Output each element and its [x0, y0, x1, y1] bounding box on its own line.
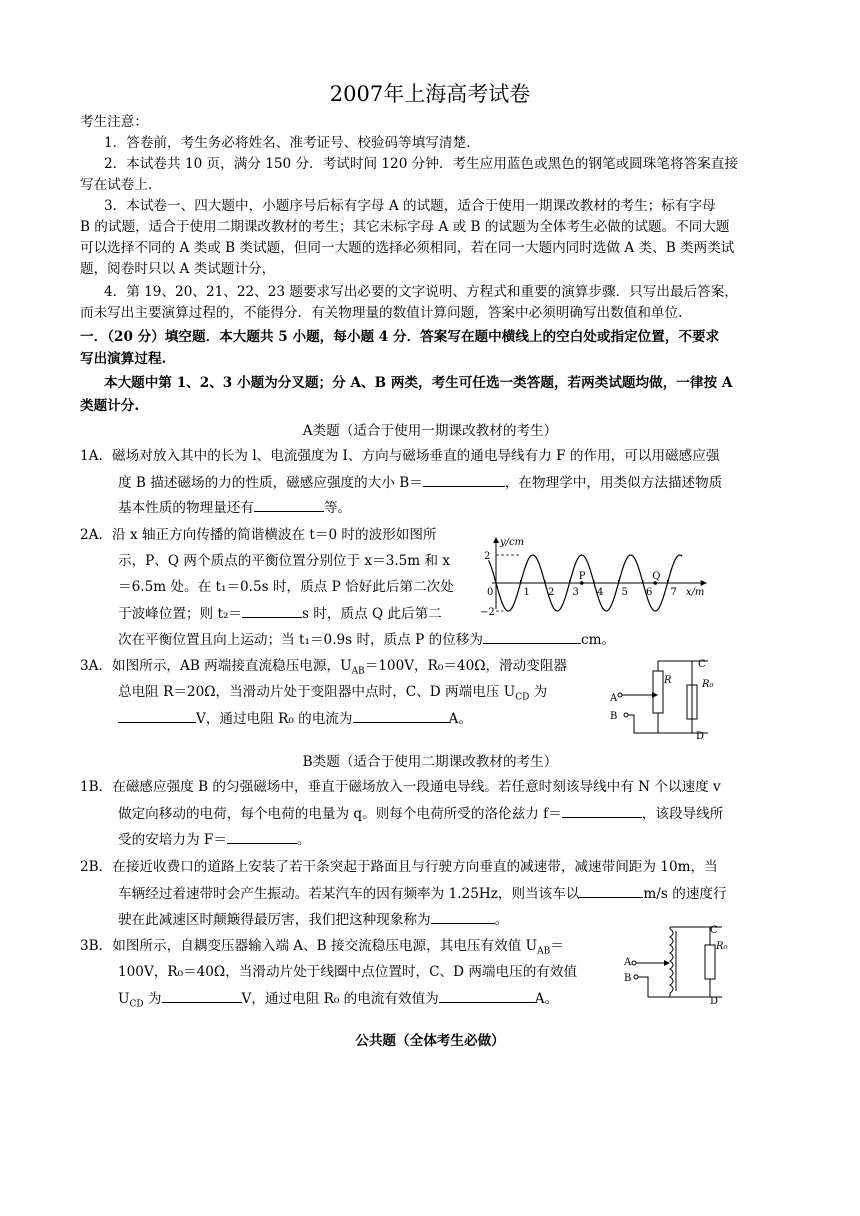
y-axis-arrow	[493, 537, 499, 543]
q2a-line3: ＝6.5m 处。在 t₁＝0.5s 时，质点 P 恰好此后第二次处	[118, 579, 454, 595]
circuit-label: A	[624, 957, 632, 968]
q3b-text: A。	[534, 991, 559, 1007]
q3b-text: V，通过电阻 R₀ 的电流有效值为	[241, 991, 439, 1007]
group-a-heading: A类题（适合于使用一期课改教材的考生）	[302, 423, 558, 439]
notice-item: 可以选择不同的 A 类或 B 类试题，但同一大题的选择必须相同，若在同一大题内同时选做 A 类、B 类两类试	[80, 240, 735, 256]
x-tick-label: 1	[523, 587, 530, 598]
notice-item: B 的试题，适合于使用二期课改教材的考生；其它未标字母 A 或 B 的试题为全体考生必做的试题。不同大题	[80, 219, 730, 235]
circuit-label: B	[610, 711, 618, 722]
notice-item: 2．本试卷共 10 页，满分 150 分．考试时间 120 分钟．考生应用蓝色或黑色的钢笔或圆珠笔将答案直接	[104, 156, 738, 172]
x-tick-label: 0	[487, 587, 494, 598]
q3b-text: 为	[143, 991, 162, 1007]
answer-blank[interactable]	[431, 909, 495, 924]
q3b-text: U	[118, 991, 130, 1007]
group-b-heading: B类题（适合于使用二期课改教材的考生）	[302, 754, 558, 770]
x-tick-label: 3	[572, 587, 579, 598]
answer-blank[interactable]	[227, 829, 297, 844]
point-label: P	[578, 571, 586, 582]
answer-blank[interactable]	[118, 708, 196, 723]
q1b-text: 。	[296, 832, 311, 848]
q3b-text: ＝	[550, 938, 564, 954]
q1a-text: 等。	[323, 500, 352, 516]
answer-blank[interactable]	[562, 803, 642, 818]
q1b-text: 受的安培力为 F＝	[118, 832, 227, 848]
q1b-line3	[118, 829, 311, 850]
q3a-text: 总电阻 R＝20Ω，当滑动片处于变阻器中点时，C、D 两端电压 U	[118, 684, 516, 700]
section-instruction: 本大题中第 1、2、3 小题为分叉题；分 A、B 两类，考生可任选一类答题，若两类试题均做，一律按 A	[104, 375, 733, 391]
y-tick-label: 2	[484, 551, 491, 562]
circuit-label: R₀	[702, 679, 714, 690]
q3b-subscript: CD	[129, 999, 144, 1010]
x-tick-label: 4	[597, 587, 604, 598]
q2b-text: 车辆经过着速带时会产生振动。若某汽车的因有频率为 1.25Hz，则当该车以	[118, 886, 580, 902]
q1b-text: ，该段导线所	[641, 806, 724, 822]
q2b-line3	[118, 909, 508, 930]
q3a-subscript: CD	[515, 692, 530, 703]
page-title: 2007年上海高考试卷	[329, 82, 531, 106]
q1a-line2	[118, 472, 722, 493]
q3b-line2: 100V，R₀＝40Ω，当滑动片处于线圈中点位置时，C、D 两端电压的有效值	[118, 964, 578, 980]
circuit-label: D	[696, 731, 705, 741]
section-heading: 一．（20 分）填空题．本大题共 5 小题，每小题 4 分．答案写在题中横线上的空白处或指定位置，不要求	[80, 329, 720, 345]
notice-item: 4．第 19、20、21、22、23 题要求写出必要的文字说明、方程式和重要的演算步骤．只写出最后答案，	[104, 284, 738, 300]
circuit-label: R	[664, 675, 672, 686]
q2b-text: 。	[494, 912, 509, 928]
q2a-line4	[118, 603, 442, 624]
q1a-line1: 1A．磁场对放入其中的长为 l、电流强度为 I、方向与磁场垂直的通电导线有力 F 的作用，可以用磁感应强	[80, 448, 720, 464]
section-heading-cont: 写出演算过程.	[80, 351, 167, 367]
answer-blank[interactable]	[579, 883, 643, 898]
notice-item: 3．本试卷一、四大题中，小题序号后标有字母 A 的试题，适合于使用一期课改教材的考生；标有字母	[104, 198, 716, 214]
q3a-line1	[80, 656, 567, 682]
q2a-text: 于波峰位置；则 t₂＝	[118, 606, 242, 622]
q1a-text: ，在物理学中，用类似方法描述物质	[504, 475, 723, 491]
q2b-line1: 2B．在接近收费口的道路上安装了若干条突起于路面且与行驶方向垂直的减速带，减速带间距为 10m，当	[80, 859, 718, 875]
q3a-text: 为	[529, 684, 548, 700]
x-tick-label: 7	[670, 587, 677, 598]
answer-blank[interactable]	[242, 603, 302, 618]
q2a-text: 次在平衡位置且向上运动；当 t₁＝0.9s 时，质点 P 的位移为	[118, 632, 483, 648]
q2b-line2	[118, 883, 727, 904]
q3a-text: V，通过电阻 R₀ 的电流为	[196, 711, 353, 727]
circuit-label: D	[710, 996, 719, 1005]
q1a-text: 基本性质的物理量还有	[118, 500, 254, 516]
wave-graph	[478, 535, 718, 617]
q3b-text: 3B．如图所示，自耦变压器输入端 A、B 接交流稳压电源，其电压有效值 U	[80, 938, 538, 954]
q3a-text: 3A．如图所示，AB 两端接直流稳压电源，U	[80, 658, 352, 674]
answer-blank[interactable]	[439, 988, 535, 1003]
common-section-heading: 公共题（全体考生必做）	[355, 1033, 505, 1049]
q3a-line3	[118, 708, 472, 729]
q2a-text: s 时，质点 Q 此后第二	[301, 606, 442, 622]
point-label: Q	[652, 571, 661, 582]
circuit-label: C	[710, 925, 718, 936]
notice-heading: 考生注意：	[80, 114, 148, 130]
circuit-label: C	[698, 659, 706, 670]
answer-blank[interactable]	[353, 708, 449, 723]
q3b-line1	[80, 936, 564, 962]
notice-item: 1．答卷前，考生务必将姓名、准考证号、校验码等填写清楚.	[104, 135, 471, 151]
answer-blank[interactable]	[162, 988, 242, 1003]
q3b-line3	[118, 988, 558, 1015]
y-tick-label: −2	[480, 607, 495, 617]
q2a-line1: 2A．沿 x 轴正方向传播的简谐横波在 t＝0 时的波形如图所	[80, 527, 437, 543]
q1b-text: 做定向移动的电荷，每个电荷的电量为 q。则每个电荷所受的洛伦兹力 f＝	[118, 806, 562, 822]
q1b-line2	[118, 803, 723, 824]
section-instruction-cont: 类题计分.	[80, 398, 140, 414]
x-axis-arrow	[701, 580, 707, 586]
q3b-subscript: AB	[537, 946, 551, 957]
q3a-line2	[118, 682, 547, 708]
x-tick-label: 2	[548, 587, 555, 598]
circuit-label: A	[610, 693, 618, 704]
answer-blank[interactable]	[483, 629, 581, 644]
notice-item: 题，阅卷时只以 A 类试题计分，	[80, 261, 276, 277]
q2a-line5	[118, 629, 615, 650]
circuit-a-diagram	[604, 655, 744, 741]
circuit-b-diagram	[622, 917, 732, 1005]
x-axis-label: x/m	[685, 587, 705, 598]
q3a-text: ＝100V，R₀＝40Ω，滑动变阻器	[364, 658, 568, 674]
x-tick-label: 6	[646, 587, 653, 598]
answer-blank[interactable]	[423, 472, 505, 487]
x-tick-label: 5	[621, 587, 628, 598]
q2a-text: cm。	[581, 632, 616, 648]
q1a-line3	[118, 497, 351, 518]
q2b-text: 驶在此减速区时颠簸得最厉害，我们把这种现象称为	[118, 912, 431, 928]
q1a-text: 度 B 描述磁场的力的性质，磁感应强度的大小 B＝	[118, 475, 423, 491]
q2b-text: m/s 的速度行	[643, 886, 727, 902]
notice-item: 写在试卷上.	[80, 177, 153, 193]
y-axis-label: y/cm	[500, 537, 525, 548]
q2a-line2: 示，P、Q 两个质点的平衡位置分别位于 x＝3.5m 和 x	[118, 553, 451, 569]
notice-item: 而未写出主要演算过程的，不能得分．有关物理量的数值计算问题，答案中必须明确写出数值和单位.	[80, 305, 683, 321]
q3a-text: A。	[448, 711, 472, 727]
answer-blank[interactable]	[254, 497, 324, 512]
q1b-line1: 1B．在磁感应强度 B 的匀强磁场中，垂直于磁场放入一段通电导线。若任意时刻该导线中有 N 个以速度 v	[80, 779, 721, 795]
circuit-label: R₀	[716, 941, 728, 952]
circuit-label: B	[624, 973, 632, 984]
q3a-subscript: AB	[351, 666, 365, 677]
